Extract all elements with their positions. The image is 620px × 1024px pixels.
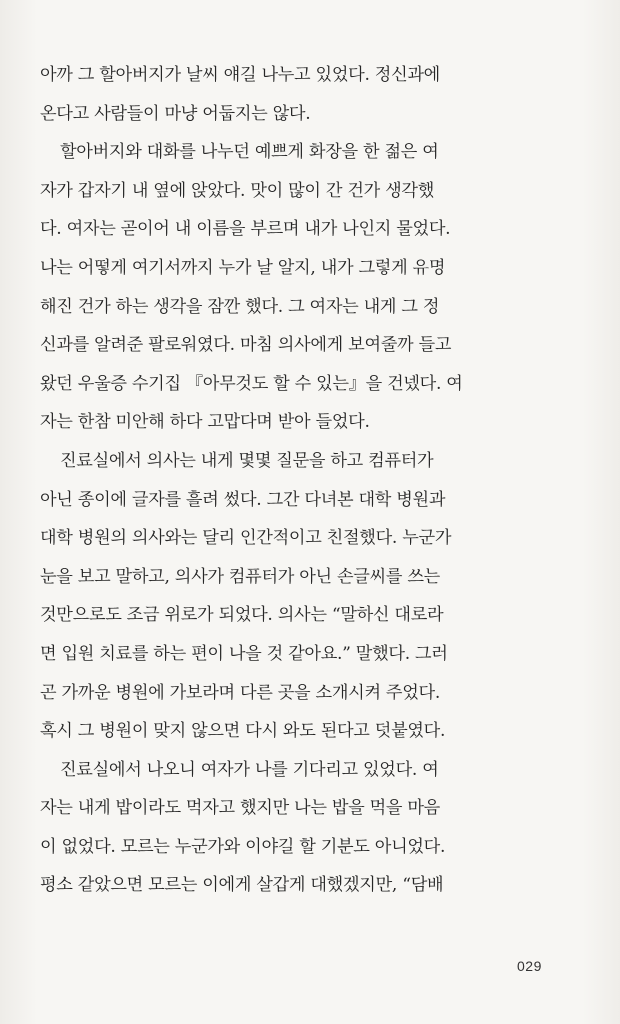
- text-line: 이 없었다. 모르는 누군가와 이야길 할 기분도 아니었다.: [40, 836, 446, 857]
- text-line: 할아버지와 대화를 나누던 예쁘게 화장을 한 젊은 여: [60, 142, 439, 163]
- text-line: 온다고 사람들이 마냥 어둡지는 않다.: [40, 103, 311, 124]
- text-line: 나는 어떻게 여기서까지 누가 날 알지, 내가 그렇게 유명: [40, 257, 446, 278]
- page-number: 029: [517, 958, 542, 974]
- text-line: 진료실에서 의사는 내게 몇몇 질문을 하고 컴퓨터가: [60, 450, 434, 471]
- text-line: 진료실에서 나오니 여자가 나를 기다리고 있었다. 여: [60, 759, 439, 780]
- text-line: 평소 같았으면 모르는 이에게 살갑게 대했겠지만, “담배: [40, 875, 444, 896]
- text-line: 신과를 알려준 팔로워였다. 마침 의사에게 보여줄까 들고: [40, 335, 452, 356]
- text-line: 아까 그 할아버지가 날씨 얘길 나누고 있었다. 정신과에: [40, 65, 440, 85]
- body-text: [40, 56, 540, 905]
- text-line: 다. 여자는 곧이어 내 이름을 부르며 내가 나인지 물었다.: [40, 219, 451, 240]
- text-line: 대학 병원의 의사와는 달리 인간적이고 친절했다. 누군가: [40, 528, 452, 549]
- text-line: 면 입원 치료를 하는 편이 나을 것 같아요.” 말했다. 그러: [40, 643, 448, 664]
- text-line: 혹시 그 병원이 맞지 않으면 다시 와도 된다고 덧붙였다.: [40, 721, 446, 742]
- text-line: 곤 가까운 병원에 가보라며 다른 곳을 소개시켜 주었다.: [40, 682, 440, 703]
- text-line: 자가 갑자기 내 옆에 앉았다. 맛이 많이 간 건가 생각했: [40, 180, 435, 201]
- text-line: 눈을 보고 말하고, 의사가 컴퓨터가 아닌 손글씨를 쓰는: [40, 566, 440, 587]
- text-line: 해진 건가 하는 생각을 잠깐 했다. 그 여자는 내게 그 정: [40, 296, 440, 317]
- text-line: 아닌 종이에 글자를 흘려 썼다. 그간 다녀본 대학 병원과: [40, 489, 446, 510]
- text-line: 자는 내게 밥이라도 먹자고 했지만 나는 밥을 먹을 마음: [40, 798, 440, 819]
- text-line: 왔던 우울증 수기집 『아무것도 할 수 있는』을 건넸다. 여: [40, 373, 463, 394]
- text-line: 것만으로도 조금 위로가 되었다. 의사는 “말하신 대로라: [40, 605, 444, 626]
- text-line: 자는 한참 미안해 하다 고맙다며 받아 들었다.: [40, 412, 370, 433]
